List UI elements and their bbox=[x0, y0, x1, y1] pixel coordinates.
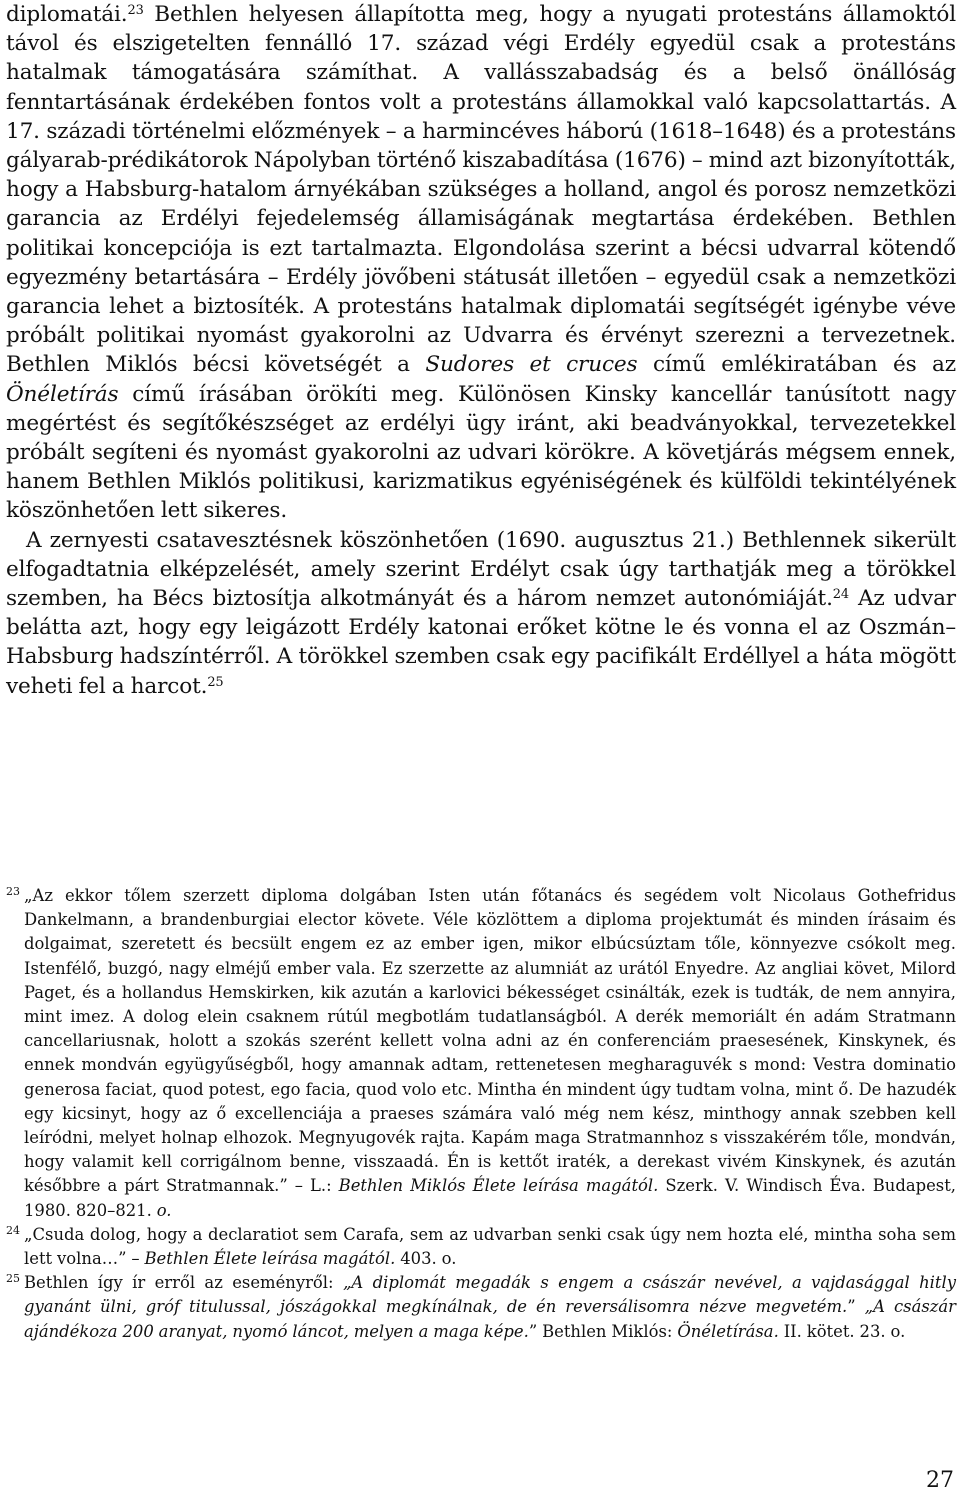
italic-quote: „A diplomát megadák s engem a császár nevével, a vajdasággal hitly gyanánt ülni, gróf titulussal, jószágokkal megkínálnak, de én reversálisomra nézve megvetém. bbox=[24, 1273, 956, 1317]
footnotes bbox=[6, 884, 956, 1344]
text-run: A zernyesti csatavesztésnek köszönhetően (1690. augusztus 21.) Bethlennek sikerült elfogadtatnia elképzelését, amely szerint Erdélyt csak úgy tarthatják meg a törökkel szemben, ha Bécs biztosítja alkotmányát és a három nemzet autonómiáját. bbox=[6, 527, 956, 612]
footnote bbox=[6, 1223, 956, 1271]
footnote-text: Bethlen így ír erről az eseményről: bbox=[24, 1273, 343, 1293]
text-run: című írásában örökíti meg. Különösen Kinsky kancellár tanúsított nagy megértést és segítőkészséget az erdélyi ügy iránt, aki beadványokkal, tervezetekkel próbált segíteni és nyomást gyakorolni az udvari körökre. A követjárás mégsem ennek, hanem Bethlen Miklós politikusi, karizmatikus egyéniségének és külföldi tekintélyének köszönhetően lett sikeres. bbox=[6, 381, 956, 524]
footnote-text: ” Bethlen Miklós: bbox=[528, 1321, 678, 1341]
italic-citation: Bethlen Élete leírása magától. bbox=[144, 1249, 396, 1269]
footnote bbox=[6, 1271, 956, 1344]
footnote-number: 25 bbox=[6, 1272, 20, 1286]
footnote-ref-24[interactable]: 24 bbox=[832, 586, 849, 602]
footnote-text: 403. o. bbox=[395, 1249, 457, 1269]
footnote-text: „Csuda dolog, hogy a declaratiot sem Carafa, sem az udvarban senki csak úgy nem hozta elé, mintha soha sem lett volna…” – bbox=[24, 1224, 956, 1269]
page-number: 27 bbox=[926, 1468, 954, 1493]
italic-title: Sudores et cruces bbox=[425, 352, 638, 378]
text-run: című emlékiratában és az bbox=[637, 352, 957, 378]
paragraph bbox=[6, 526, 956, 701]
text-run: diplomatái. bbox=[6, 2, 128, 27]
footnote-number: 24 bbox=[6, 1223, 20, 1237]
italic-citation: Önéletírása. bbox=[677, 1321, 779, 1341]
text-run: Az udvar belátta azt, hogy egy leigázott Erdély katonai erőket kötne le és vonna el az Oszmán–Habsburg hadszíntérről. A törökkel szemben csak egy pacifikált Erdéllyel a háta mögött veheti fel a harcot. bbox=[6, 586, 956, 699]
footnote-ref-23[interactable]: 23 bbox=[127, 2, 144, 18]
footnote-text: „Az ekkor tőlem szerzett diploma dolgában Isten után főtanács és segédem volt Nicolaus Gothefridus Dankelmann, a brandenburgiai elector követe. Véle közlöttem a diploma projektumát és minden írásaim és dolgaimat, szeretett és becsült engem ez az ember igen, mikor elbúcsúztam tőle, könnyezve csókolt meg. Istenfélő, buzgó, nagy elméjű ember vala. Ez szerzette az alumniát az urától Enyedre. Az angliai követ, Milord Paget, és a hollandus Hemskirken, kik azután a karlovici békességet csinálták, ezek is tudták, de nem annyira, mint imez. A dolog elein csaknem rútúl megbotlám tudatlanságból. A derék memoriált én adám Stratmann cancellariusnak, holott a szokás szerént kellett volna adni az én conferenciám praesesének, Kinskynek, és ennek mondván együgyűségből, hogy amannak adtam, rettenetesen megharaguvék s mond: Vestra dominatio generosa faciat, quod potest, ego facia, quod volo etc. Mintha én mindent úgy tudtam volna, mint ő. De hazudék egy kicsinyt, hogy az ő excellenciája a praeses számára való még nem kész, minthogy annak szebben kell leíródni, melyet holnap elhozok. Megnyugovék rajta. Kapám maga Stratmannhoz s visszakérém tőle, mondván, hogy valamit kell corrigálnom benne, visszaadá. Én is kettőt iraték, a derekast vivém Kinskynek, és azután későbbre a párt Stratmannak.” – L.: bbox=[24, 886, 956, 1196]
footnote-number: 23 bbox=[6, 885, 20, 898]
footnote-text: II. kötet. 23. o. bbox=[778, 1321, 906, 1341]
footnote bbox=[6, 884, 956, 1223]
italic-quote: „A császár ajándékoza 200 aranyat, nyomó láncot, melyen a maga képe. bbox=[24, 1297, 956, 1341]
italic-citation: Bethlen Miklós Élete leírása magától. bbox=[338, 1176, 659, 1196]
italic-citation: o. bbox=[156, 1200, 172, 1220]
footnote-ref-25[interactable]: 25 bbox=[207, 674, 224, 690]
italic-title: Önéletírás bbox=[6, 381, 119, 407]
text-run: Bethlen helyesen állapította meg, hogy a nyugati protestáns államoktól távol és elszigetelten fennálló 17. század végi Erdély egyedül csak a protestáns hatalmak támogatására számíthat. A vallásszabadság és a belső önállóság fenntartásának érdekében fontos volt a protestáns államokkal való kapcsolattartás. A 17. századi történelmi előzmények – a harmincéves háború (1618–1648) és a protestáns gályarab-prédikátorok Nápolyban történő kiszabadítása (1676) – mind azt bizonyították, hogy a Habsburg-hatalom árnyékában szükséges a holland, angol és porosz nemzetközi garancia az Erdélyi fejedelemség államiságának megtartása érdekében. Bethlen politikai koncepciója is ezt tartalmazta. Elgondolása szerint a bécsi udvarral kötendő egyezmény betartására – Erdély jövőbeni státusát illetően – egyedül csak a nemzetközi garancia lehet a biztosíték. A protestáns hatalmak diplomatái segítségét igénybe véve próbált politikai nyomást gyakorolni az Udvarra és érvényt szerezni a tervezetnek. Bethlen Miklós bécsi követségét a bbox=[6, 2, 956, 378]
footnote-text: Szerk. V. Windisch Éva. Budapest, 1980. 820–821. bbox=[24, 1176, 956, 1220]
paragraph bbox=[6, 0, 956, 526]
footnote-text: ” bbox=[847, 1297, 865, 1317]
main-text bbox=[6, 0, 956, 701]
